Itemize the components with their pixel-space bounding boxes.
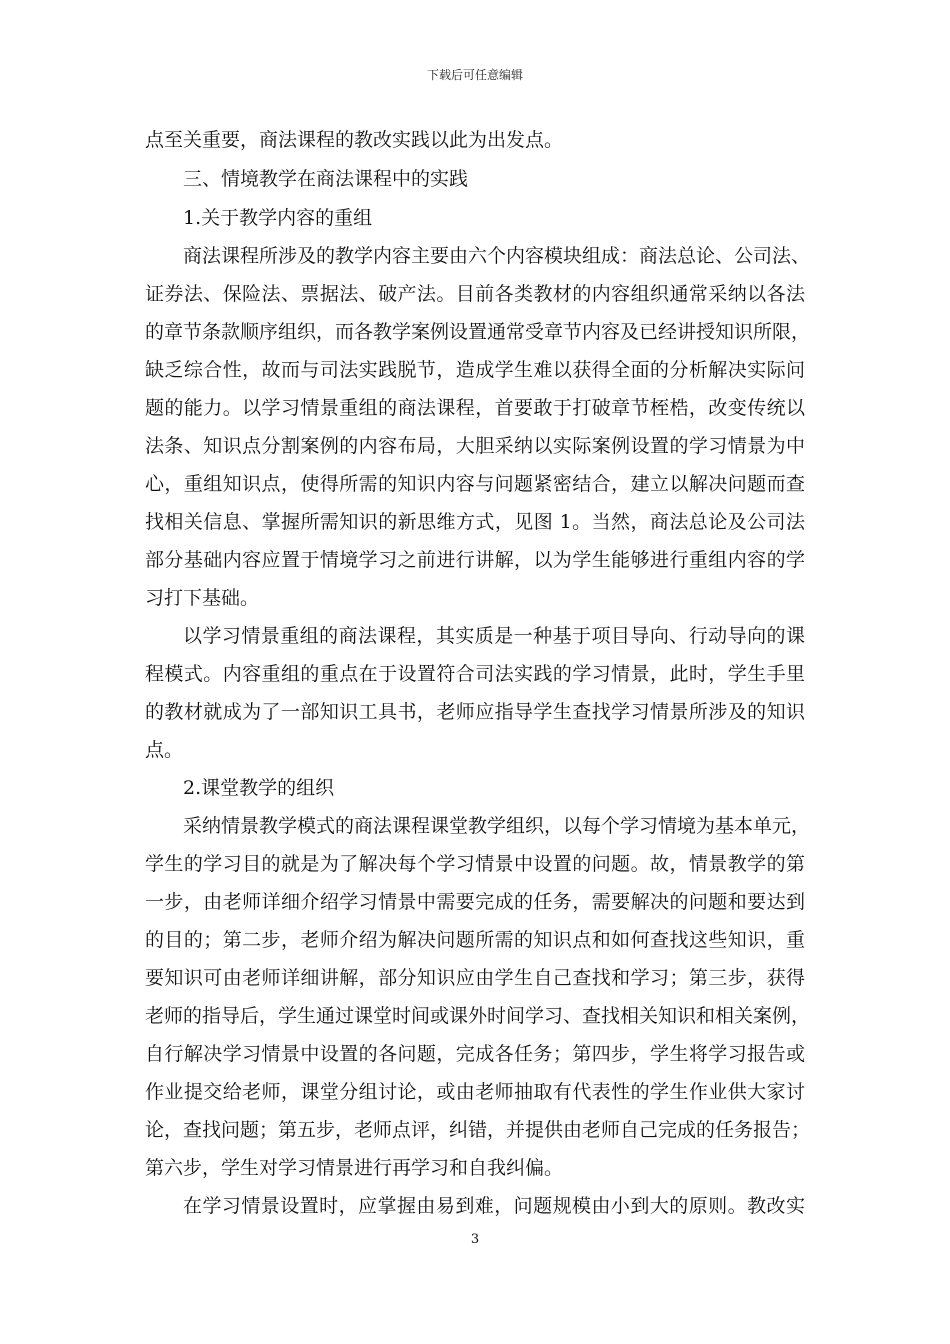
text-line: 的教材就成为了一部知识工具书，老师应指导学生查找学习情景所涉及的知识: [145, 701, 805, 723]
text-line: 在学习情景设置时，应掌握由易到难，问题规模由小到大的原则。教改实: [183, 1195, 805, 1217]
text-line: 采纳情景教学模式的商法课程课堂教学组织，以每个学习情境为基本单元，: [183, 815, 811, 837]
text-line: 心，重组知识点，使得所需的知识内容与问题紧密结合，建立以解决问题而查: [145, 473, 805, 495]
text-line: 老师的指导后，学生通过课堂时间或课外时间学习、查找相关知识和相关案例，: [145, 1005, 811, 1027]
text-line: 找相关信息、掌握所需知识的新思维方式，见图 1。当然，商法总论及公司法: [145, 511, 805, 533]
text-line: 一步，由老师详细介绍学习情景中需要完成的任务，需要解决的问题和要达到: [145, 891, 805, 913]
text-line: 题的能力。以学习情景重组的商法课程，首要敢于打破章节桎梏，改变传统以: [145, 397, 805, 419]
text-line: 以学习情景重组的商法课程，其实质是一种基于项目导向、行动导向的课: [183, 625, 805, 647]
section-heading: 三、情境教学在商法课程中的实践: [183, 168, 469, 190]
text-line: 自行解决学习情景中设置的各问题，完成各任务；第四步，学生将学习报告或: [145, 1043, 805, 1065]
text-line: 法条、知识点分割案例的内容布局，大胆采纳以实际案例设置的学习情景为中: [145, 435, 805, 457]
text-line: 证券法、保险法、票据法、破产法。目前各类教材的内容组织通常采纳以各法: [145, 283, 805, 305]
text-line: 第六步，学生对学习情景进行再学习和自我纠偏。: [145, 1157, 564, 1179]
text-line: 学生的学习目的就是为了解决每个学习情景中设置的问题。故，情景教学的第: [145, 853, 805, 875]
text-line: 点至关重要，商法课程的教改实践以此为出发点。: [145, 129, 564, 151]
text-line: 的目的；第二步，老师介绍为解决问题所需的知识点和如何查找这些知识，重: [145, 929, 805, 951]
page-header: 下载后可任意编辑: [426, 68, 523, 82]
text-line: 商法课程所涉及的教学内容主要由六个内容模块组成：商法总论、公司法、: [183, 245, 811, 267]
subsection-heading: 2.课堂教学的组织: [183, 777, 335, 799]
text-line: 部分基础内容应置于情境学习之前进行讲解，以为学生能够进行重组内容的学: [145, 549, 805, 571]
text-line: 习打下基础。: [145, 587, 260, 609]
text-line: 缺乏综合性，故而与司法实践脱节，造成学生难以获得全面的分析解决实际问: [145, 359, 805, 381]
text-line: 论，查找问题；第五步，老师点评，纠错，并提供由老师自己完成的任务报告；: [145, 1119, 811, 1141]
text-line: 作业提交给老师，课堂分组讨论，或由老师抽取有代表性的学生作业供大家讨: [145, 1081, 805, 1103]
page-number: 3: [470, 1232, 480, 1247]
subsection-heading: 1.关于教学内容的重组: [183, 207, 373, 229]
text-line: 点。: [145, 739, 184, 761]
text-line: 程模式。内容重组的重点在于设置符合司法实践的学习情景，此时，学生手里: [145, 663, 805, 685]
text-line: 的章节条款顺序组织，而各教学案例设置通常受章节内容及已经讲授知识所限，: [145, 321, 811, 343]
text-line: 要知识可由老师详细讲解，部分知识应由学生自己查找和学习；第三步，获得: [145, 967, 805, 989]
